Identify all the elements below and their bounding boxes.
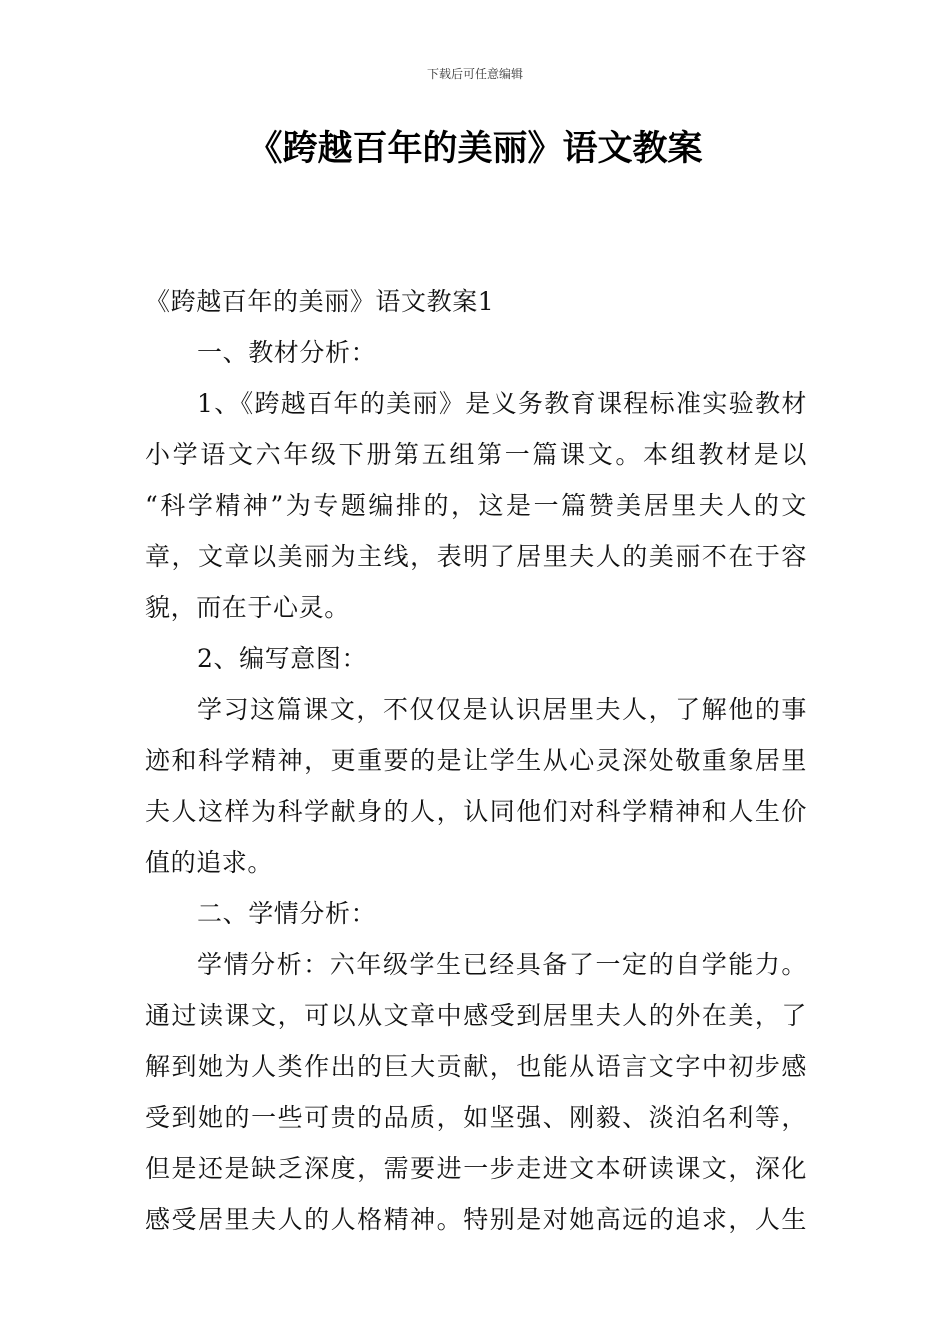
text-line: 2、编写意图： bbox=[197, 644, 368, 673]
text-line: 值的追求。 bbox=[145, 848, 274, 877]
document-body bbox=[145, 276, 807, 1245]
text-line: 1、《跨越百年的美丽》是义务教育课程标准实验教材 bbox=[197, 389, 807, 418]
text-line: 章，文章以美丽为主线，表明了居里夫人的美丽不在于容 bbox=[145, 542, 807, 571]
text-line: 学情分析：六年级学生已经具备了一定的自学能力。 bbox=[197, 950, 807, 979]
text-line: 一、教材分析： bbox=[197, 338, 377, 367]
text-line: 《跨越百年的美丽》语文教案1 bbox=[145, 287, 495, 316]
text-line: 解到她为人类作出的巨大贡献，也能从语言文字中初步感 bbox=[145, 1052, 807, 1081]
header-note: 下载后可任意编辑 bbox=[426, 67, 523, 81]
text-line: 小学语文六年级下册第五组第一篇课文。本组教材是以 bbox=[145, 440, 807, 469]
text-line: 通过读课文，可以从文章中感受到居里夫人的外在美，了 bbox=[145, 1001, 807, 1030]
text-line: 感受居里夫人的人格精神。特别是对她高远的追求，人生 bbox=[145, 1205, 807, 1234]
text-line: “科学精神”为专题编排的，这是一篇赞美居里夫人的文 bbox=[145, 491, 807, 520]
document-title: 《跨越百年的美丽》语文教案 bbox=[247, 128, 703, 169]
text-line: 学习这篇课文，不仅仅是认识居里夫人，了解他的事 bbox=[197, 695, 807, 724]
text-line: 貌，而在于心灵。 bbox=[145, 593, 350, 622]
text-line: 迹和科学精神，更重要的是让学生从心灵深处敬重象居里 bbox=[145, 746, 807, 775]
text-line: 受到她的一些可贵的品质，如坚强、刚毅、淡泊名利等， bbox=[145, 1103, 807, 1132]
text-line: 二、学情分析： bbox=[197, 899, 377, 928]
text-line: 夫人这样为科学献身的人，认同他们对科学精神和人生价 bbox=[145, 797, 807, 826]
text-line: 但是还是缺乏深度，需要进一步走进文本研读课文，深化 bbox=[145, 1154, 807, 1183]
